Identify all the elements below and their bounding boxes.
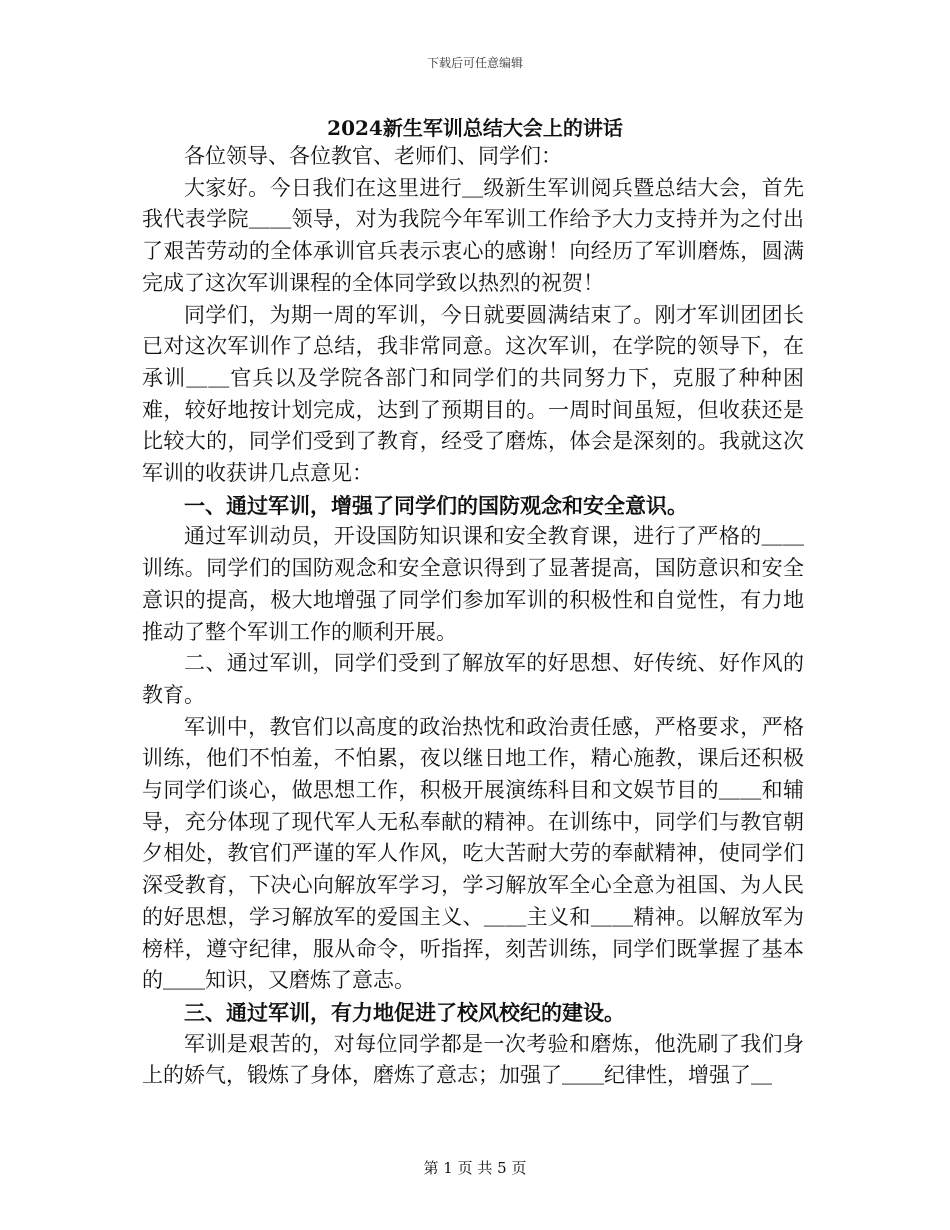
body-paragraph: 大家好。今日我们在这里进行＿级新生军训阅兵暨总结大会，首先我代表学院＿＿领导，对为我院今年军训工作给予大力支持并为之付出了艰苦劳动的全体承训官兵表示衷心的感谢！向经历了军训磨炼，圆满完成了这次军训课程的全体同学致以热烈的祝贺！: [142, 175, 804, 295]
section-heading: 一、通过军训，增强了同学们的国防观念和安全意识。: [184, 492, 688, 518]
salutation-paragraph: 各位领导、各位教官、老师们、同学们：: [184, 144, 562, 168]
body-paragraph: 通过军训动员，开设国防知识课和安全教育课，进行了严格的＿＿训练。同学们的国防观念和安全意识得到了显著提高，国防意识和安全意识的提高，极大地增强了同学们参加军训的积极性和自觉性，有力地推动了整个军训工作的顺利开展。: [142, 524, 804, 644]
body-paragraph: 同学们，为期一周的军训，今日就要圆满结束了。刚才军训团团长已对这次军训作了总结，我非常同意。这次军训，在学院的领导下，在承训＿＿官兵以及学院各部门和同学们的共同努力下，克服了种种困难，较好地按计划完成，达到了预期目的。一周时间虽短，但收获还是比较大的，同学们受到了教育，经受了磨炼，体会是深刻的。我就这次军训的收获讲几点意见：: [142, 302, 804, 486]
body-paragraph: 军训中，教官们以高度的政治热忱和政治责任感，严格要求，严格训练，他们不怕羞，不怕累，夜以继日地工作，精心施教，课后还积极与同学们谈心，做思想工作，积极开展演练科目和文娱节目的＿＿和辅导，充分体现了现代军人无私奉献的精神。在训练中，同学们与教官朝夕相处，教官们严谨的军人作风，吃大苦耐大劳的奉献精神，使同学们深受教育，下决心向解放军学习，学习解放军全心全意为祖国、为人民的好思想，学习解放军的爱国主义、＿＿主义和＿＿精神。以解放军为榜样，遵守纪律，服从命令，听指挥，刻苦训练，同学们既掌握了基本的＿＿知识，又磨炼了意志。: [142, 714, 804, 993]
section-heading: 三、通过军训，有力地促进了校风校纪的建设。: [184, 999, 625, 1025]
page-title: 2024新生军训总结大会上的讲话: [327, 116, 623, 140]
header-note: 下载后可任意编辑: [426, 56, 523, 70]
body-paragraph: 军训是艰苦的，对每位同学都是一次考验和磨炼，他洗刷了我们身上的娇气，锻炼了身体，磨炼了意志；加强了＿＿纪律性，增强了＿: [142, 1031, 804, 1088]
document-body: [142, 141, 804, 1092]
section-heading: 二、通过军训，同学们受到了解放军的好思想、好传统、好作风的教育。: [142, 651, 804, 707]
page-number: 第 1 页 共 5 页: [423, 1159, 527, 1177]
